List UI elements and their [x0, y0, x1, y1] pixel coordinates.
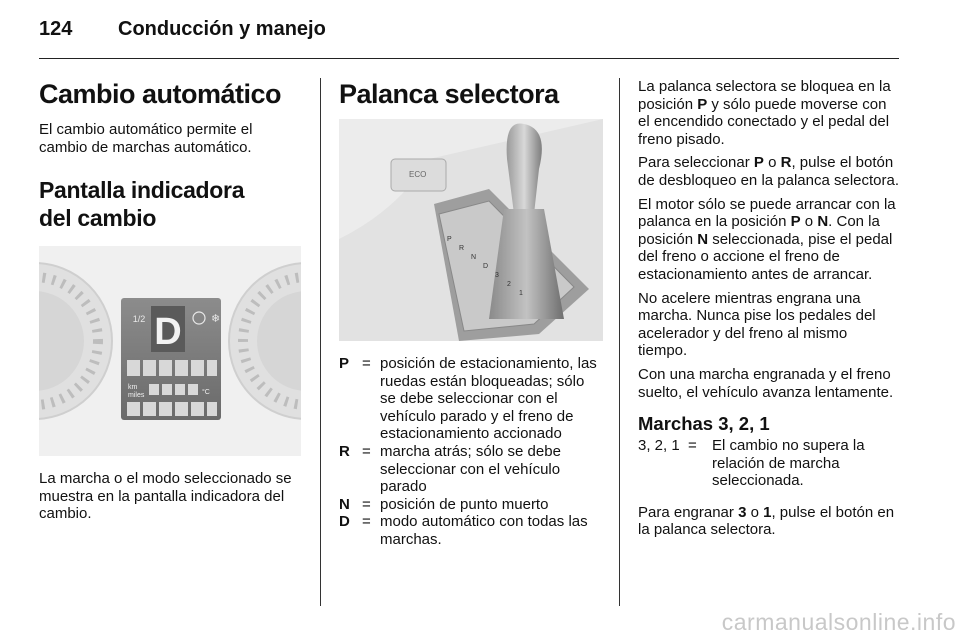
heading-gear-display: Pantalla indicadora del cambio [39, 177, 245, 232]
instrument-cluster-drawing [39, 246, 301, 456]
gate-label-2: 2 [507, 281, 511, 288]
paragraph-lever-lock: La palanca selectora se bloquea en la posición P y sólo puede moverse con el encendido conectado y el pedal del freno pisado. [638, 78, 891, 148]
column-divider-2 [619, 78, 620, 606]
km-label: km [128, 384, 138, 392]
gate-label-1: 1 [519, 290, 523, 297]
definition-p: P = posición de estacionamiento, las ruedas están bloqueadas; sólo se debe seleccionar con el vehículo parado y el freno de estacionamiento accionado [339, 355, 597, 443]
celsius-label: °C [202, 389, 210, 397]
column-1 [39, 78, 301, 523]
eco-label: ECO [409, 170, 427, 179]
definition-d: D = modo automático con todas las marchas. [339, 513, 588, 548]
gear-definitions [339, 355, 603, 549]
gate-label-D: D [483, 263, 489, 270]
heading-gears-321: Marchas 3, 2, 1 [638, 413, 770, 435]
paragraph-no-accelerate: No acelere mientras engrana una marcha. Nunca pise los pedales del acelerador y del freno al mismo tiempo. [638, 289, 876, 360]
heading-selector-lever: Palanca selectora [339, 79, 559, 109]
gear-letter: D [154, 311, 182, 354]
gate-label-R: R [459, 245, 465, 252]
miles-label: miles [128, 392, 145, 400]
definition-321: 3, 2, 1 = El cambio no supera la relación de marcha seleccionada. [638, 437, 865, 490]
selector-lever-illustration [339, 119, 603, 341]
paragraph-select-p-r: Para seleccionar P o R, pulse el botón de desbloqueo en la palanca selectora. [638, 154, 900, 189]
intro-paragraph: El cambio automático permite el cambio de marchas automático. [39, 121, 253, 156]
fraction-label: 1/2 [132, 314, 146, 325]
paragraph-creep: Con una marcha engranada y el freno suelto, el vehículo avanza lentamente. [638, 365, 894, 401]
column-3 [638, 78, 900, 539]
section-title: Conducción y manejo [118, 18, 326, 40]
heading-automatic-transmission: Cambio automático [39, 79, 282, 109]
paragraph-engage-3-1: Para engranar 3 o 1, pulse el botón en la palanca selectora. [638, 503, 895, 539]
column-divider-1 [320, 78, 321, 606]
gate-label-3: 3 [495, 272, 499, 279]
gear-display-illustration [39, 246, 301, 456]
page-number: 124 [39, 18, 73, 40]
gate-label-P: P [447, 236, 452, 243]
column-2 [339, 78, 603, 549]
paragraph-engine-start: El motor sólo se puede arrancar con la palanca en la posición P o N. Con la posición N seleccionada, pise el pedal del freno o accione el freno de estacionamiento antes de arrancar. [638, 195, 896, 283]
definition-r: R = marcha atrás; sólo se debe seleccionar con el vehículo parado [339, 442, 561, 496]
watermark: carmanualsonline.info [721, 609, 956, 635]
gate-label-N: N [471, 254, 477, 261]
gear-lever-drawing [339, 119, 603, 341]
display-caption: La marcha o el modo seleccionado se muestra en la pantalla indicadora del cambio. [39, 470, 292, 523]
svg-text:❄: ❄ [211, 313, 221, 326]
header-divider [39, 58, 899, 59]
definition-n: N = posición de punto muerto [339, 495, 549, 513]
